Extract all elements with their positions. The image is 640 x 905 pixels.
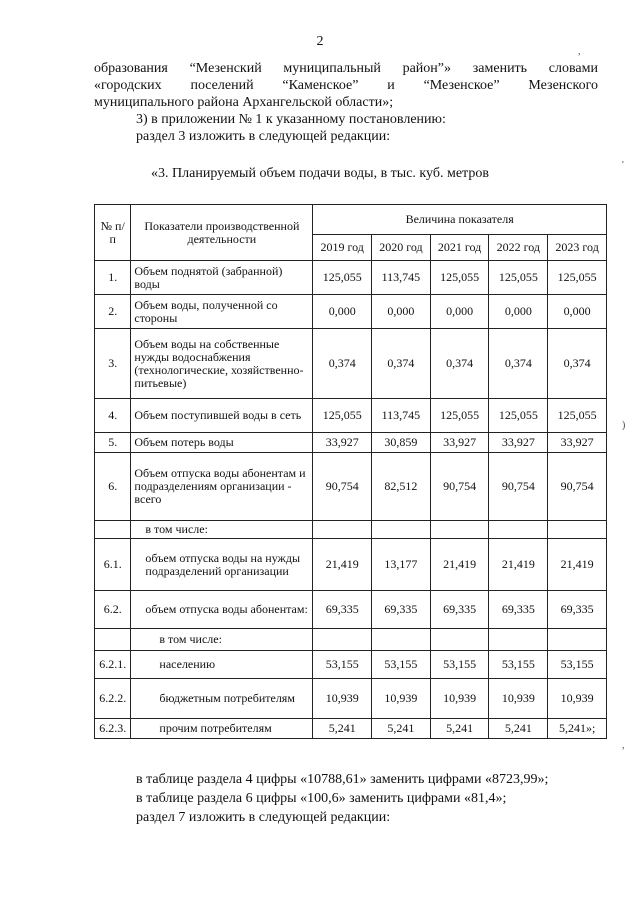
row-value: 5,241	[372, 719, 431, 739]
row-value: 5,241»;	[548, 719, 607, 739]
section-title: «3. Планируемый объем подачи воды, в тыс. куб. метров	[151, 166, 489, 181]
row-value: 125,055	[430, 399, 489, 433]
header-year-2019: 2019 год	[313, 235, 372, 261]
row-value: 10,939	[430, 679, 489, 719]
row-value: 69,335	[313, 591, 372, 629]
row-label: Объем поступившей воды в сеть	[131, 399, 313, 433]
header-year-2023: 2023 год	[548, 235, 607, 261]
row-num: 1.	[95, 261, 131, 295]
row-value	[489, 521, 548, 539]
intro-line-1: образования “Мезенский муниципальный район”» заменить словами	[94, 61, 598, 76]
header-year-2020: 2020 год	[372, 235, 431, 261]
row-value: 10,939	[313, 679, 372, 719]
table-row	[95, 719, 607, 739]
row-value: 125,055	[313, 261, 372, 295]
row-value	[548, 629, 607, 651]
row-value: 13,177	[372, 539, 431, 591]
row-label: объем отпуска воды на нужды подразделений организации	[131, 539, 313, 591]
row-value: 33,927	[430, 433, 489, 453]
row-value: 0,374	[372, 329, 431, 399]
row-num	[95, 629, 131, 651]
row-value: 53,155	[430, 651, 489, 679]
row-num: 6.	[95, 453, 131, 521]
row-value	[313, 521, 372, 539]
row-value: 21,419	[548, 539, 607, 591]
table-row	[95, 679, 607, 719]
row-value: 69,335	[548, 591, 607, 629]
row-label: прочим потребителям	[131, 719, 313, 739]
row-value: 0,000	[313, 295, 372, 329]
row-num: 3.	[95, 329, 131, 399]
table-row	[95, 539, 607, 591]
row-value: 69,335	[430, 591, 489, 629]
row-value	[372, 521, 431, 539]
header-year-2022: 2022 год	[489, 235, 548, 261]
row-value: 21,419	[313, 539, 372, 591]
row-value: 113,745	[372, 399, 431, 433]
scan-mark: ,	[622, 740, 625, 751]
row-num: 6.2.	[95, 591, 131, 629]
row-label: в том числе:	[131, 629, 313, 651]
row-value: 0,374	[489, 329, 548, 399]
intro-line-4: 3) в приложении № 1 к указанному постановлению:	[136, 112, 446, 127]
row-value	[548, 521, 607, 539]
row-value: 0,000	[372, 295, 431, 329]
row-value: 0,000	[430, 295, 489, 329]
row-value	[372, 629, 431, 651]
table-row	[95, 521, 607, 539]
intro-line-2: «городских поселений “Каменское” и “Мезенское” Мезенского	[94, 78, 598, 93]
intro-line-5: раздел 3 изложить в следующей редакции:	[136, 129, 391, 144]
row-value: 33,927	[548, 433, 607, 453]
row-num: 2.	[95, 295, 131, 329]
row-value: 0,000	[548, 295, 607, 329]
row-label: населению	[131, 651, 313, 679]
row-label: Объем воды, полученной со стороны	[131, 295, 313, 329]
row-value: 53,155	[372, 651, 431, 679]
row-num: 6.1.	[95, 539, 131, 591]
row-value: 10,939	[372, 679, 431, 719]
scan-mark: ,	[578, 46, 581, 57]
table-row	[95, 433, 607, 453]
water-supply-table	[94, 204, 607, 739]
row-value: 125,055	[548, 399, 607, 433]
row-value: 5,241	[430, 719, 489, 739]
scan-mark: )	[622, 420, 626, 431]
row-num: 6.2.1.	[95, 651, 131, 679]
row-label: объем отпуска воды абонентам:	[131, 591, 313, 629]
row-value: 53,155	[548, 651, 607, 679]
row-value: 53,155	[313, 651, 372, 679]
row-value: 90,754	[313, 453, 372, 521]
row-value: 82,512	[372, 453, 431, 521]
row-label: Объем отпуска воды абонентам и подразделениям организации - всего	[131, 453, 313, 521]
row-num: 4.	[95, 399, 131, 433]
outro-line-2: в таблице раздела 6 цифры «100,6» заменить цифрами «81,4»;	[136, 791, 507, 806]
intro-paragraph	[94, 60, 598, 145]
row-value: 90,754	[548, 453, 607, 521]
row-label: в том числе:	[131, 521, 313, 539]
intro-line-3: муниципального района Архангельской области»;	[94, 95, 394, 110]
table-row	[95, 591, 607, 629]
header-indicators: Показатели производственной деятельности	[131, 205, 313, 261]
row-value: 33,927	[313, 433, 372, 453]
row-value: 21,419	[430, 539, 489, 591]
row-value: 30,859	[372, 433, 431, 453]
row-value	[489, 629, 548, 651]
row-value: 5,241	[489, 719, 548, 739]
table-row	[95, 629, 607, 651]
row-label: Объем поднятой (забранной) воды	[131, 261, 313, 295]
row-value: 125,055	[548, 261, 607, 295]
row-value	[430, 629, 489, 651]
row-value: 33,927	[489, 433, 548, 453]
row-value: 125,055	[313, 399, 372, 433]
header-value-group: Величина показателя	[313, 205, 607, 235]
row-value: 0,374	[313, 329, 372, 399]
row-num	[95, 521, 131, 539]
table-row	[95, 295, 607, 329]
row-value	[430, 521, 489, 539]
row-value: 113,745	[372, 261, 431, 295]
row-value: 53,155	[489, 651, 548, 679]
scan-mark: '	[622, 160, 624, 171]
row-value: 125,055	[489, 399, 548, 433]
row-value	[313, 629, 372, 651]
header-year-2021: 2021 год	[430, 235, 489, 261]
outro-paragraph	[136, 770, 606, 827]
row-label: бюджетным потребителям	[131, 679, 313, 719]
row-num: 6.2.2.	[95, 679, 131, 719]
row-value: 69,335	[489, 591, 548, 629]
row-value: 69,335	[372, 591, 431, 629]
table-row	[95, 399, 607, 433]
row-value: 90,754	[489, 453, 548, 521]
row-value: 0,374	[548, 329, 607, 399]
table-row	[95, 651, 607, 679]
row-value: 125,055	[430, 261, 489, 295]
row-value: 0,000	[489, 295, 548, 329]
header-num: № п/п	[95, 205, 131, 261]
row-value: 90,754	[430, 453, 489, 521]
row-value: 5,241	[313, 719, 372, 739]
row-value: 0,374	[430, 329, 489, 399]
outro-line-3: раздел 7 изложить в следующей редакции:	[136, 810, 391, 825]
outro-line-1: в таблице раздела 4 цифры «10788,61» заменить цифрами «8723,99»;	[136, 772, 549, 787]
row-value: 10,939	[489, 679, 548, 719]
row-label: Объем воды на собственные нужды водоснабжения (технологические, хозяйственно-питьевые)	[131, 329, 313, 399]
table-row	[95, 329, 607, 399]
row-value: 21,419	[489, 539, 548, 591]
page-number: 2	[316, 34, 324, 49]
row-label: Объем потерь воды	[131, 433, 313, 453]
table-row	[95, 261, 607, 295]
row-num: 6.2.3.	[95, 719, 131, 739]
row-value: 10,939	[548, 679, 607, 719]
row-value: 125,055	[489, 261, 548, 295]
row-num: 5.	[95, 433, 131, 453]
table-row	[95, 453, 607, 521]
